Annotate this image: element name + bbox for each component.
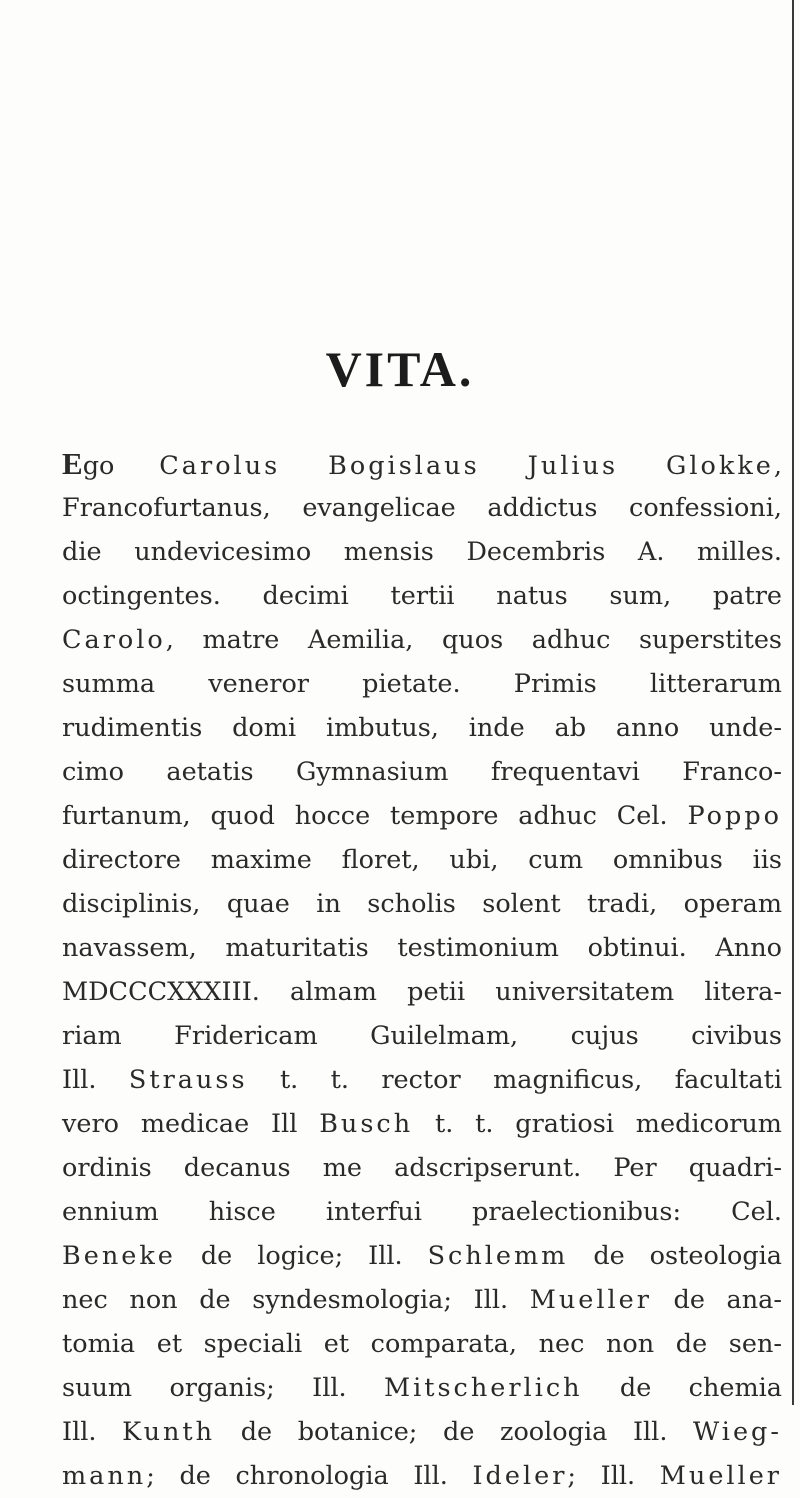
name-poppo: Poppo xyxy=(687,801,782,831)
text-line: nec non de syndesmologia; Ill. Mueller de ana- xyxy=(62,1285,783,1315)
name-wiegmann: Wieg- xyxy=(693,1417,782,1447)
text-line: ennium hisce interfui praelectionibus: Cel. xyxy=(62,1197,782,1227)
text-line: mann; de chronologia Ill. Ideler; Ill. Mueller xyxy=(62,1461,782,1491)
text-line: suum organis; Ill. Mitscherlich de chemia xyxy=(62,1373,782,1403)
page-title: VITA. xyxy=(325,341,475,397)
text-line: Ill. Strauss t. t. rector magnificus, facultati xyxy=(62,1065,782,1095)
text-line: Ego Carolus Bogislaus Julius Glokke, xyxy=(62,446,782,481)
text-line: octingentes. decimi tertii natus sum, patre xyxy=(62,581,782,611)
text-line: summa veneror pietate. Primis litterarum xyxy=(62,669,782,699)
vita-text xyxy=(62,442,790,1498)
text-line: cimo aetatis Gymnasium frequentavi Franco- xyxy=(62,757,782,787)
name-mueller-2: Mueller xyxy=(659,1461,782,1491)
text-line: navassem, maturitatis testimonium obtinui. Anno xyxy=(62,933,782,963)
name-schlemm: Schlemm xyxy=(427,1241,569,1271)
text-line: Francofurtanus, evangelicae addictus confessioni, xyxy=(62,493,782,523)
text-line: rudimentis domi imbutus, inde ab anno unde- xyxy=(62,713,782,743)
name-carolo: Carolo xyxy=(62,625,166,655)
name-mitscherlich: Mitscherlich xyxy=(383,1373,583,1403)
text-line: Beneke de logice; Ill. Schlemm de osteologia xyxy=(62,1241,783,1271)
name-beneke: Beneke xyxy=(62,1241,176,1271)
text-line: tomia et speciali et comparata, nec non de sen- xyxy=(62,1329,782,1359)
text-line: directore maxime floret, ubi, cum omnibus iis xyxy=(62,845,782,875)
text-line: ordinis decanus me adscripserunt. Per quadri- xyxy=(62,1153,782,1183)
name-busch: Busch xyxy=(319,1109,414,1139)
text-line: disciplinis, quae in scholis solent tradi, operam xyxy=(62,889,782,919)
page-edge-line xyxy=(792,0,794,1405)
name-mueller: Mueller xyxy=(529,1285,652,1315)
text-line: die undevicesimo mensis Decembris A. milles. xyxy=(62,537,782,567)
text-line: Carolo, matre Aemilia, quos adhuc superstites xyxy=(62,625,782,655)
name-ideler: Ideler xyxy=(472,1461,568,1491)
author-name: Carolus Bogislaus Julius Glokke xyxy=(159,451,774,481)
text-line: riam Fridericam Guilelmam, cujus civibus xyxy=(62,1021,782,1051)
text-line: Ill. Kunth de botanice; de zoologia Ill. Wieg- xyxy=(62,1417,782,1447)
drop-initial: E xyxy=(62,446,83,481)
text-line: vero medicae Ill Busch t. t. gratiosi medicorum xyxy=(62,1109,782,1139)
text-line: furtanum, quod hocce tempore adhuc Cel. Poppo xyxy=(62,801,782,831)
name-kunth: Kunth xyxy=(122,1417,216,1447)
name-strauss: Strauss xyxy=(128,1065,248,1095)
text-line: MDCCCXXXIII. almam petii universitatem litera- xyxy=(62,977,782,1007)
